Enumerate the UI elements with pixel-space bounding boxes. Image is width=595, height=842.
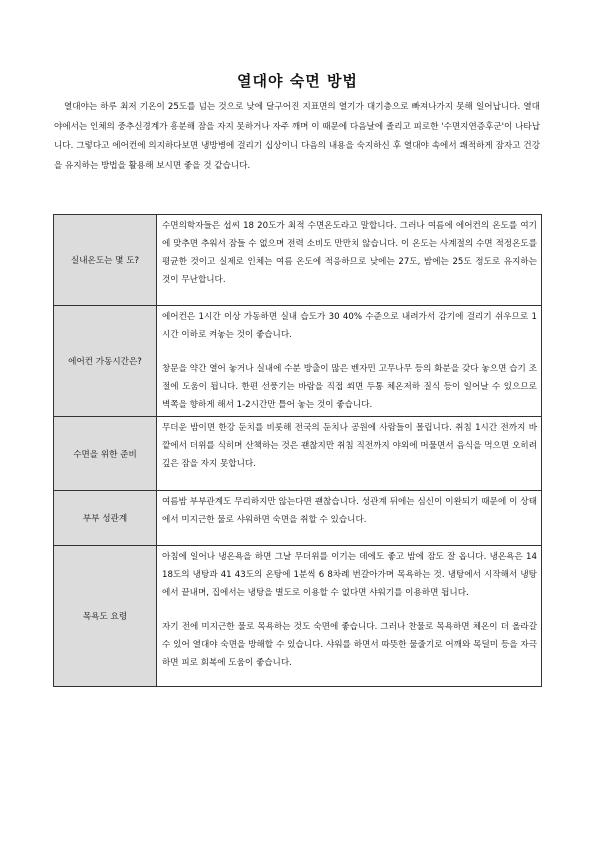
table-row bbox=[54, 306, 542, 417]
table-row bbox=[54, 491, 542, 546]
row-content-aircon-hours bbox=[157, 306, 542, 417]
paragraph: 창문을 약간 열어 놓거나 실내에 수분 방출이 많은 벤자민 고무나무 등의 화분을 갖다 놓으면 습기 조절에 도움이 됩니다. 한편 선풍기는 바람을 직접 쐬면 두통 체온저하 질식 등이 일어날 수 있으므로 벽쪽을 향하게 해서 1-2시간만 틀어 놓는 것이 좋습니다. bbox=[162, 364, 537, 410]
row-label-aircon-hours: 에어컨 가동시간은? bbox=[54, 306, 157, 417]
paragraph: 수면의학자들은 섭씨 18 20도가 최적 수면온도라고 말합니다. 그러나 여름에 에어컨의 온도를 여기에 맞추면 추워서 잠들 수 없으며 전력 소비도 만만치 않습니다. 이 온도는 사계절의 수면 적정온도를 평균한 것이고 실제로 인체는 여름 온도에 적응하므로 낮에는 27도, 밤에는 25도 정도로 유지하는 것이 무난합니다. bbox=[162, 221, 537, 285]
row-content-sleep-preparation bbox=[157, 417, 542, 491]
table-row bbox=[54, 215, 542, 306]
paragraph: 에어컨은 1시간 이상 가동하면 실내 습도가 30 40% 수준으로 내려가서 감기에 걸리기 쉬우므로 1시간 이하로 켜놓는 것이 좋습니다. bbox=[162, 312, 537, 340]
row-label-room-temperature: 실내온도는 몇 도? bbox=[54, 215, 157, 306]
table-row bbox=[54, 546, 542, 687]
sleep-tips-table bbox=[53, 214, 542, 687]
paragraph: 자기 전에 미지근한 물로 목욕하는 것도 숙면에 좋습니다. 그러나 찬물로 목욕하면 체온이 더 올라갈 수 있어 열대야 숙면을 방해할 수 있습니다. 샤워를 하면서 따뜻한 물줄기로 어깨와 목덜미 등을 자극하면 피로 회복에 도움이 좋습니다. bbox=[162, 622, 537, 668]
row-content-bath-tips bbox=[157, 546, 542, 687]
table-row bbox=[54, 417, 542, 491]
page-title: 열대야 숙면 방법 bbox=[237, 72, 358, 90]
row-content-couple bbox=[157, 491, 542, 546]
row-label-sleep-preparation: 수면을 위한 준비 bbox=[54, 417, 157, 491]
paragraph: 여름밤 부부관계도 무리하지만 않는다면 괜찮습니다. 성관계 뒤에는 심신이 이완되기 때문에 이 상태에서 미지근한 물로 샤워하면 숙면을 취할 수 있습니다. bbox=[162, 497, 537, 525]
row-label-bath-tips: 목욕도 요령 bbox=[54, 546, 157, 687]
paragraph: 아침에 일어나 냉온욕을 하면 그날 무더위를 이기는 데에도 좋고 밤에 잠도 잘 옵니다. 냉온욕은 14 18도의 냉탕과 41 43도의 온탕에 1분씩 6 8차례 번갈아가며 목욕하는 것. 냉탕에서 시작해서 냉탕에서 끝내며, 집에서는 냉탕을 별도로 이용할 수 없다면 샤워기를 이용하면 됩니다. bbox=[162, 552, 537, 598]
row-content-room-temperature bbox=[157, 215, 542, 306]
paragraph: 무더운 밤이면 한강 둔치를 비롯해 전국의 둔치나 공원에 사람들이 몰립니다. 취침 1시간 전까지 바깥에서 더위를 식히며 산책하는 것은 괜찮지만 취침 직전까지 야외에 머물면서 음식을 먹으면 오히려 깊은 잠을 자지 못합니다. bbox=[162, 423, 537, 469]
row-label-couple: 부부 성관계 bbox=[54, 491, 157, 546]
intro-paragraph: 열대야는 하루 최저 기온이 25도를 넘는 것으로 낮에 달구어진 지표면의 열기가 대기층으로 빠져나가지 못해 일어납니다. 열대야에서는 인체의 중추신경계가 흥분해 잠을 자지 못하거나 자주 깨며 이 때문에 다음날에 졸리고 피로한 '수면지연증후군'이 나타납니다. 그렇다고 에어컨에 의지하다보면 냉방병에 걸리기 십상이니 다음의 내용을 숙지하신 후 열대야 속에서 쾌적하게 잠자고 건강을 유지하는 방법을 활용해 보시면 좋을 것 같습니다. bbox=[54, 102, 540, 171]
